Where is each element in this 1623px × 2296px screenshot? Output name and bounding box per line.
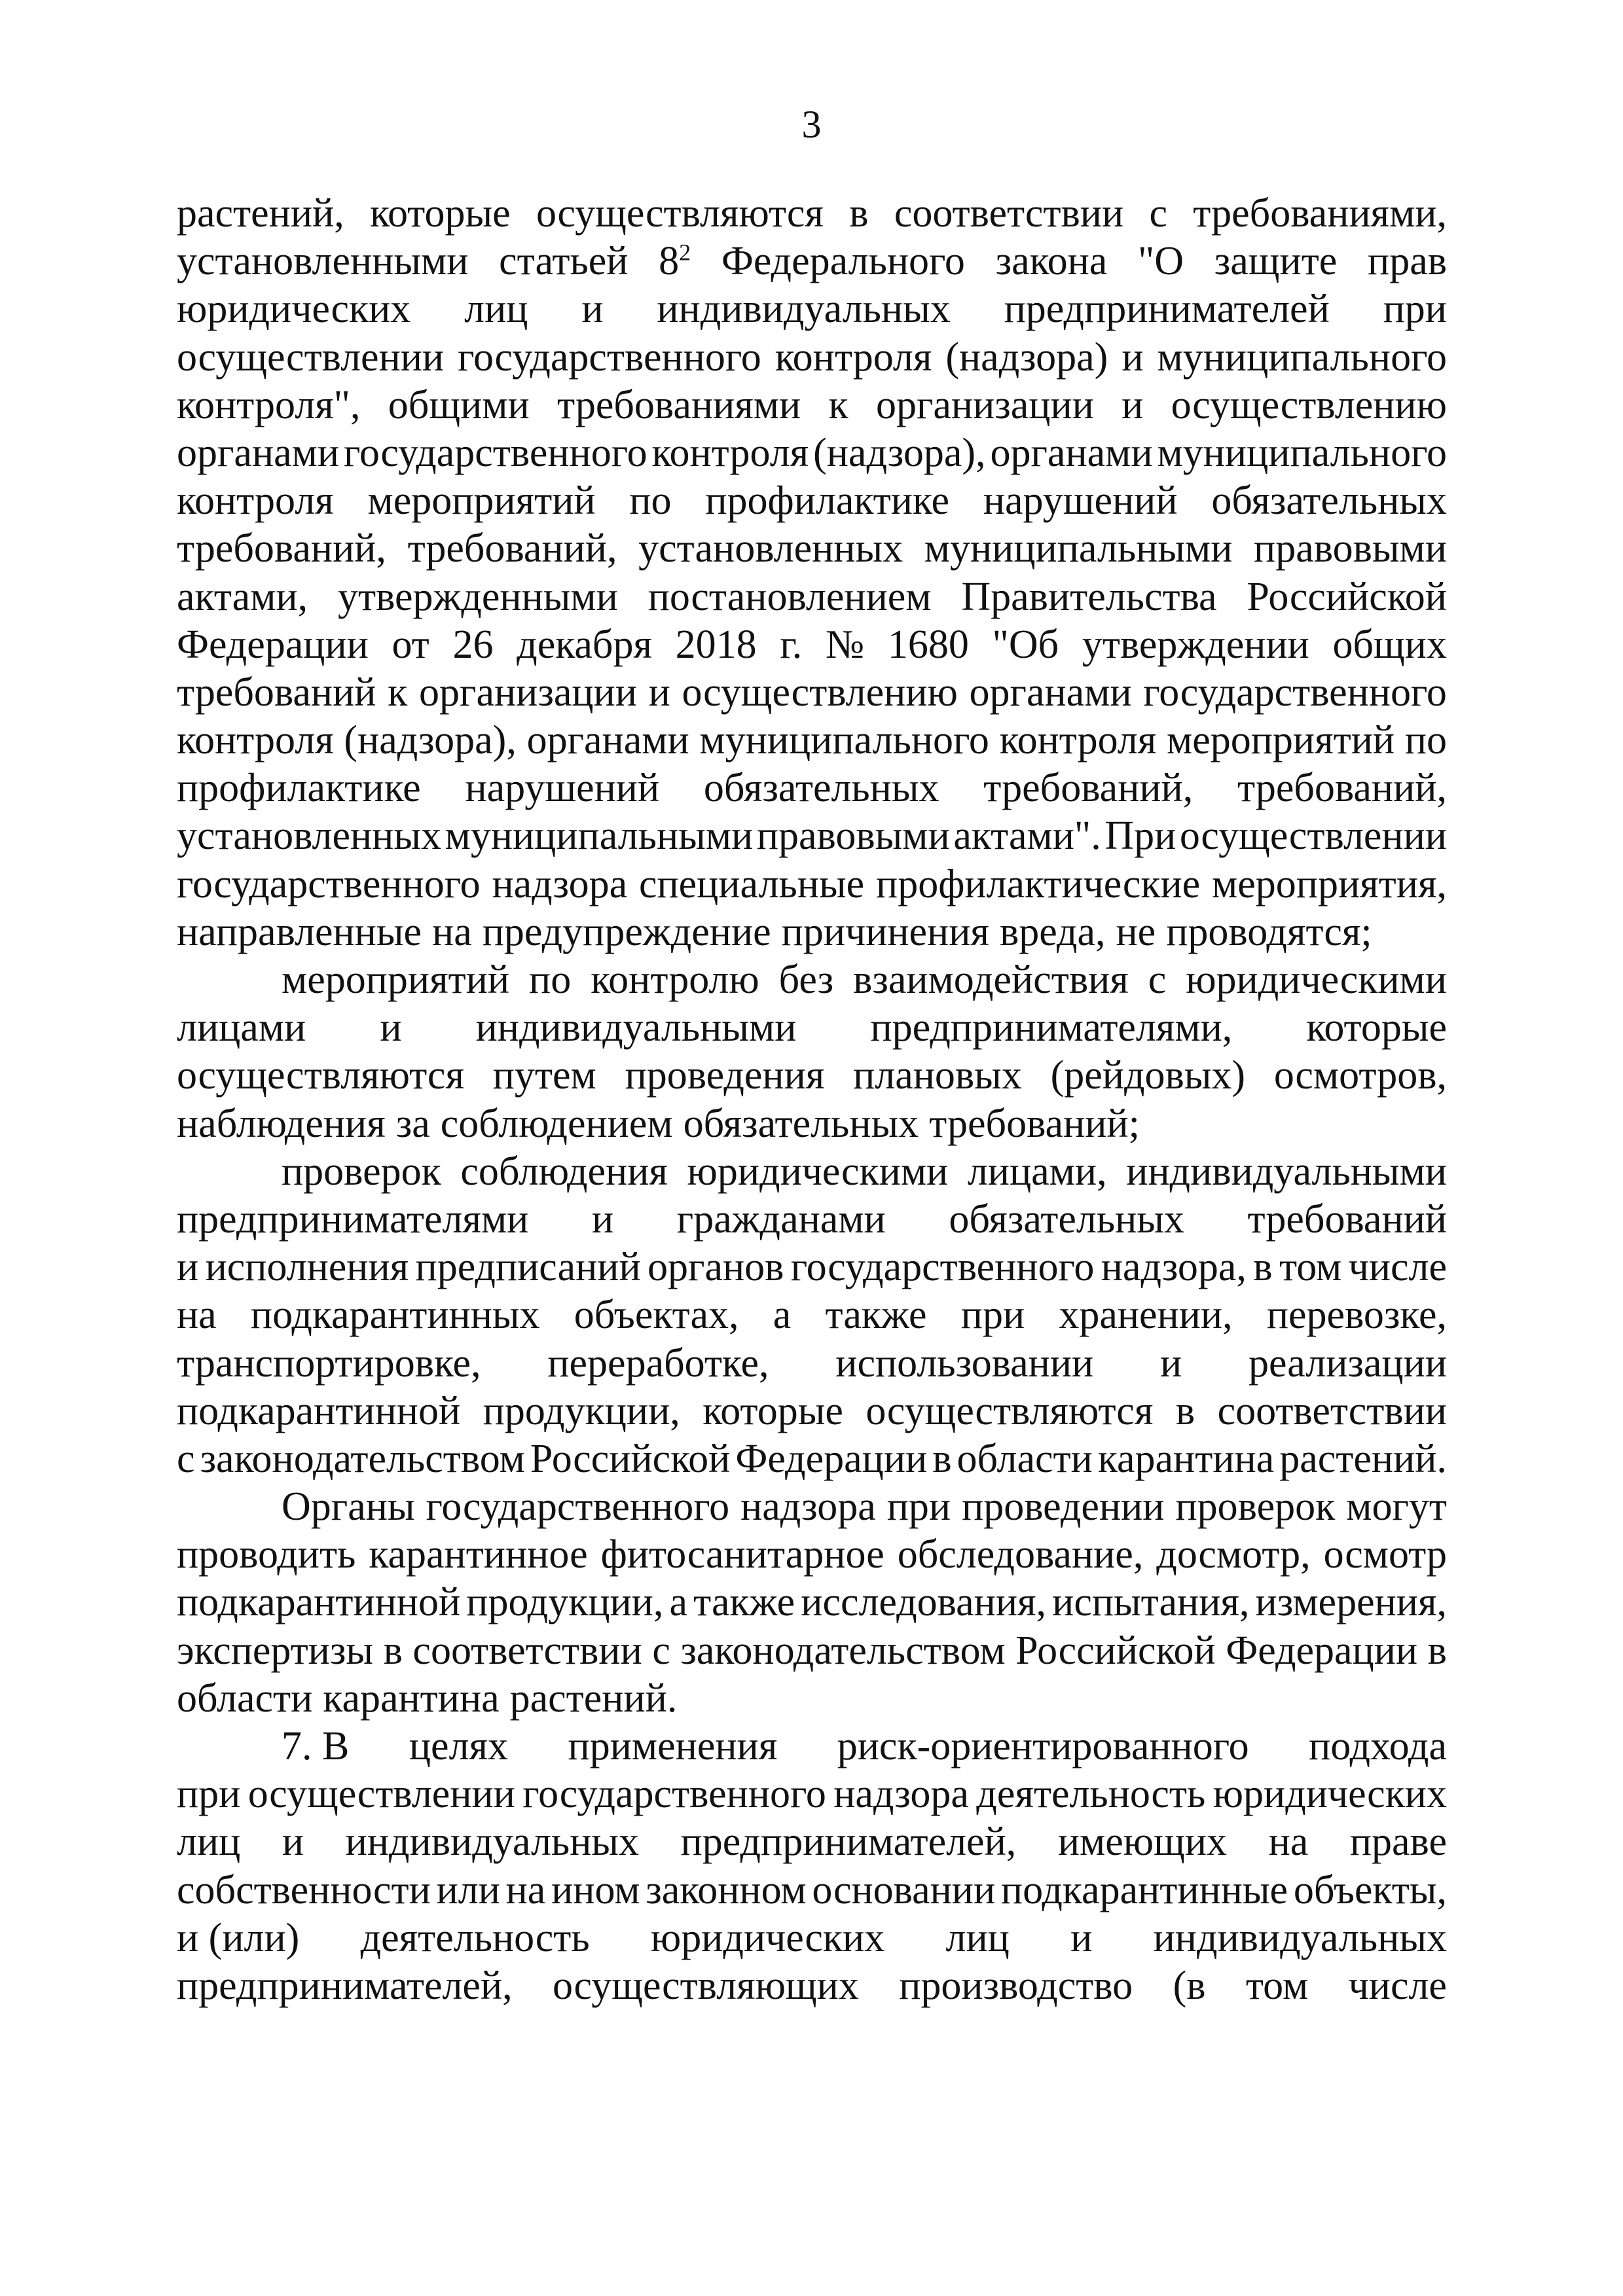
word: юридическими	[687, 1149, 949, 1194]
text-line	[177, 1770, 1447, 1818]
word: которые	[1306, 1005, 1447, 1050]
text-line	[177, 525, 1447, 573]
word: органами	[526, 718, 689, 763]
word: декабря	[517, 622, 652, 667]
word: лицами,	[967, 1149, 1107, 1194]
body-text	[177, 190, 1447, 2010]
word: числе	[1348, 1245, 1447, 1290]
word: индивидуальными	[475, 1005, 797, 1050]
word: $8^2$	[659, 239, 691, 284]
page-number: 3	[801, 103, 822, 146]
word: общих	[1332, 622, 1447, 667]
word: требованиями,	[1193, 191, 1447, 236]
word: и	[380, 1005, 402, 1050]
word: подкарантинной	[177, 1580, 461, 1625]
word: измерения,	[1255, 1580, 1447, 1625]
word: предпринимателей,	[177, 1963, 513, 2008]
word: органами	[990, 430, 1153, 475]
word: обязательных	[949, 1196, 1184, 1242]
word: (рейдовых)	[1050, 1053, 1246, 1098]
word: предписаний	[415, 1245, 641, 1290]
word: юридическими	[1186, 958, 1447, 1002]
word: законодательством	[200, 1436, 525, 1481]
word: обязательных	[683, 1101, 919, 1146]
text-line	[177, 1196, 1447, 1244]
text-line	[177, 1818, 1447, 1866]
word: 26	[452, 622, 494, 667]
word: в	[383, 1628, 403, 1673]
word: растений.	[1279, 1436, 1447, 1481]
word: соответствии	[412, 1628, 642, 1673]
word: в	[849, 191, 869, 236]
word: надзора	[740, 1484, 876, 1530]
word: также	[693, 1580, 795, 1625]
word: предпринимателями,	[870, 1005, 1233, 1050]
word: г.	[780, 622, 803, 667]
word: профилактике	[705, 478, 950, 524]
word: путем	[492, 1053, 596, 1098]
word: Российской	[1247, 574, 1447, 619]
word: объектах,	[574, 1293, 739, 1338]
word: лицами	[177, 1005, 306, 1050]
word: правовыми	[1254, 526, 1447, 571]
word: и	[1122, 382, 1144, 427]
word: государственного	[522, 1772, 826, 1817]
text-line	[177, 477, 1447, 525]
word: контроля	[651, 430, 809, 475]
word: закона	[995, 239, 1108, 284]
text-line	[177, 1867, 1447, 1914]
text-line	[177, 334, 1447, 382]
word: без	[778, 958, 834, 1002]
word: актами,	[177, 574, 308, 619]
word: актами".	[953, 814, 1101, 859]
word: наблюдения	[177, 1101, 386, 1146]
word: установленных	[638, 526, 903, 571]
word: органами	[177, 430, 340, 475]
word: контроля	[177, 478, 334, 524]
word: осуществлении	[247, 1772, 515, 1817]
text-line	[177, 1579, 1447, 1626]
word: осуществляются	[536, 191, 824, 236]
word: проверок	[282, 1149, 441, 1194]
word: с	[177, 1436, 195, 1481]
word: нарушений	[983, 478, 1178, 524]
word: Федерации	[735, 1436, 928, 1481]
word: Российской	[530, 1436, 731, 1481]
word: Федерации	[1226, 1628, 1418, 1673]
word: организации	[875, 382, 1094, 427]
word: постановлением	[647, 574, 932, 619]
word: к	[828, 382, 848, 427]
word: мероприятий	[367, 478, 596, 524]
word: использовании	[835, 1340, 1094, 1386]
word: предпринимателей	[1004, 287, 1330, 332]
text-line	[177, 1052, 1447, 1100]
text-line	[177, 1004, 1447, 1052]
word: которые	[370, 191, 511, 236]
word: числе	[1348, 1963, 1447, 2008]
word: государственного	[458, 334, 761, 380]
text-line	[177, 1914, 1447, 1962]
text-line	[177, 285, 1447, 333]
word: (надзора),	[813, 430, 986, 475]
text-line	[177, 1291, 1447, 1339]
word: проведения	[625, 1053, 825, 1098]
word: исследования,	[801, 1580, 1047, 1625]
word: "Об	[992, 622, 1059, 667]
text-line	[177, 1435, 1447, 1483]
word: при	[1383, 287, 1447, 332]
word: защите	[1214, 239, 1338, 284]
word: по	[629, 478, 672, 524]
word: муниципального	[699, 718, 989, 763]
word: хранении,	[1059, 1293, 1233, 1338]
word: и	[1070, 1915, 1093, 1960]
word: лиц	[464, 287, 528, 332]
word: контроля",	[177, 382, 361, 427]
word: утверждении	[1082, 622, 1309, 667]
word: осмотров,	[1273, 1053, 1447, 1098]
word: осмотр	[1323, 1532, 1447, 1577]
word: требованиями	[557, 382, 801, 427]
word: продукции,	[466, 1580, 664, 1625]
word: осуществлению	[682, 670, 958, 715]
text-line	[177, 908, 1447, 956]
word: осуществлении	[177, 334, 445, 380]
word: на	[1268, 1820, 1309, 1865]
word: профилактике	[177, 766, 421, 811]
word: могут	[1346, 1484, 1447, 1530]
word: и	[282, 1820, 304, 1865]
word: в	[932, 1436, 952, 1481]
word: подкарантинные	[1000, 1867, 1288, 1912]
word: осуществляющих	[553, 1963, 859, 2008]
word: а	[773, 1293, 792, 1338]
word: 7. В	[282, 1724, 350, 1768]
word: государственного	[1143, 670, 1447, 715]
word: подхода	[1309, 1724, 1447, 1768]
word: Федерации	[177, 622, 369, 667]
word: и	[177, 1245, 199, 1290]
word: том	[1279, 1245, 1342, 1290]
word: обязательных	[703, 766, 939, 811]
word: на	[505, 1867, 546, 1912]
word: муниципальными	[924, 526, 1233, 571]
text-line	[177, 1962, 1447, 2010]
text-line	[177, 1148, 1447, 1196]
word: надзора	[833, 1772, 969, 1817]
word: на	[177, 1293, 217, 1338]
word: применения	[568, 1724, 778, 1768]
word: проверок	[1175, 1484, 1336, 1530]
word: при	[960, 1293, 1025, 1338]
word: карантина	[323, 1676, 500, 1721]
word: индивидуальных	[657, 287, 951, 332]
word: (надзора)	[945, 334, 1108, 380]
text-line	[177, 1723, 1447, 1770]
word: праве	[1349, 1820, 1447, 1865]
word: предпринимателей,	[680, 1820, 1017, 1865]
word: осуществлению	[1171, 382, 1447, 427]
word: растений,	[177, 191, 344, 236]
word: осуществляются	[177, 1053, 464, 1098]
word: и	[591, 1196, 614, 1242]
word: экспертизы	[177, 1628, 374, 1673]
word: при	[177, 1772, 241, 1817]
word: прав	[1368, 239, 1447, 284]
word: направленные	[177, 909, 422, 954]
word: юридических	[177, 287, 411, 332]
word: муниципального	[1157, 430, 1447, 475]
word: муниципальными	[445, 814, 754, 859]
word: профилактические	[876, 861, 1201, 906]
word: предпринимателями	[177, 1196, 529, 1242]
word: требований,	[983, 766, 1194, 811]
word: надзора	[492, 861, 628, 906]
word: индивидуальных	[1153, 1915, 1447, 1960]
text-line	[177, 1531, 1447, 1579]
word: №	[825, 622, 865, 667]
word: Российской	[1015, 1628, 1216, 1673]
word: Органы	[282, 1484, 415, 1530]
word: карантинное	[369, 1532, 588, 1577]
word: Правительства	[961, 574, 1217, 619]
word: государственного	[177, 861, 481, 906]
word: растений.	[509, 1676, 678, 1721]
word: проводятся;	[1166, 909, 1372, 954]
word: 2018	[675, 622, 757, 667]
word: в	[1427, 1628, 1447, 1673]
word: а	[669, 1580, 688, 1625]
word: соответствии	[1217, 1388, 1447, 1433]
word: проведении	[962, 1484, 1165, 1530]
word: карантина	[1097, 1436, 1275, 1481]
word: органами	[969, 670, 1132, 715]
word: индивидуальных	[345, 1820, 640, 1865]
text-line	[177, 1675, 1447, 1723]
word: реализации	[1248, 1340, 1447, 1386]
text-line	[177, 764, 1447, 812]
word: (в	[1173, 1963, 1206, 2008]
word: (надзора),	[344, 718, 517, 763]
text-line	[177, 669, 1447, 717]
word: мероприятия,	[1212, 861, 1447, 906]
word: переработке,	[547, 1340, 769, 1386]
word: фитосанитарное	[600, 1532, 884, 1577]
word: мероприятий	[282, 958, 510, 1002]
text-line	[177, 621, 1447, 669]
word: на	[432, 909, 472, 954]
word: также	[825, 1293, 927, 1338]
text-line	[177, 238, 1447, 285]
word: контроля	[999, 718, 1157, 763]
word: предупреждение	[482, 909, 771, 954]
word: том	[1245, 1963, 1309, 2008]
word: надзора,	[1101, 1245, 1247, 1290]
text-line	[177, 382, 1447, 429]
word: к	[388, 670, 408, 715]
word: не	[1116, 909, 1156, 954]
word: юридических	[1213, 1772, 1447, 1817]
superscript: 2	[679, 239, 691, 266]
text-line	[177, 1483, 1447, 1531]
text-line	[177, 573, 1447, 621]
word: объекты,	[1293, 1867, 1447, 1912]
word: ином	[551, 1867, 640, 1912]
word: осуществлении	[1179, 814, 1447, 859]
word: транспортировке,	[177, 1340, 481, 1386]
word: и	[648, 670, 670, 715]
word: соблюдения	[460, 1149, 668, 1194]
text-line	[177, 1244, 1447, 1291]
word: и	[1122, 334, 1144, 380]
word: законном	[646, 1867, 807, 1912]
word: целях	[409, 1724, 509, 1768]
word: требований	[1247, 1196, 1447, 1242]
word: собственности	[177, 1867, 431, 1912]
text-line	[177, 1340, 1447, 1388]
word: гражданами	[676, 1196, 886, 1242]
word: мероприятий	[1166, 718, 1395, 763]
word: установленными	[177, 239, 469, 284]
word: соответствии	[894, 191, 1124, 236]
word: досмотр,	[1156, 1532, 1311, 1577]
word: государственного	[426, 1484, 730, 1530]
word: установленных	[177, 814, 441, 859]
text-line	[177, 429, 1447, 477]
word: продукции,	[483, 1388, 680, 1433]
word: требований,	[177, 526, 386, 571]
word: причинения	[781, 909, 989, 954]
word: 1680	[887, 622, 969, 667]
word: лиц	[945, 1915, 1010, 1960]
word: перевозке,	[1266, 1293, 1447, 1338]
word: статьей	[499, 239, 629, 284]
word: по	[1404, 718, 1447, 763]
word: за	[395, 1101, 430, 1146]
word: контроля	[775, 334, 932, 380]
word: взаимодействия	[853, 958, 1129, 1002]
word: осуществляются	[866, 1388, 1154, 1433]
word: подкарантинной	[177, 1388, 461, 1433]
word: в	[1175, 1388, 1195, 1433]
word: области	[177, 1676, 313, 1721]
word: контроля	[177, 718, 334, 763]
text-line	[177, 812, 1447, 860]
word: и (или)	[177, 1915, 300, 1960]
word: общими	[388, 382, 530, 427]
word: законодательством	[680, 1628, 1006, 1673]
word: основании	[812, 1867, 996, 1912]
word: требований,	[1237, 766, 1447, 811]
word: проводить	[177, 1532, 356, 1577]
word: области	[957, 1436, 1093, 1481]
word: с	[652, 1628, 670, 1673]
text-line	[177, 956, 1447, 1004]
word: обследование,	[897, 1532, 1144, 1577]
word: органов	[647, 1245, 784, 1290]
word: контролю	[591, 958, 759, 1002]
word: При	[1104, 814, 1176, 859]
text-line	[177, 1388, 1447, 1435]
word: лиц	[177, 1820, 241, 1865]
word: требований,	[407, 526, 617, 571]
word: государственного	[344, 430, 647, 475]
word: организации	[419, 670, 637, 715]
word: правовыми	[756, 814, 950, 859]
text-line	[177, 1100, 1447, 1148]
text-line	[177, 190, 1447, 238]
word: при	[886, 1484, 951, 1530]
word: имеющих	[1057, 1820, 1227, 1865]
word: производство	[899, 1963, 1133, 2008]
text-line	[177, 717, 1447, 764]
word: Федерального	[721, 239, 965, 284]
word: плановых	[853, 1053, 1022, 1098]
word: с	[1148, 958, 1167, 1002]
word: и	[581, 287, 604, 332]
word: которые	[702, 1388, 843, 1433]
word: риск-ориентированного	[837, 1724, 1249, 1768]
word: от	[392, 622, 429, 667]
word: деятельность	[360, 1915, 590, 1960]
word: муниципального	[1157, 334, 1447, 380]
word: в	[1253, 1245, 1273, 1290]
word: исполнения	[205, 1245, 409, 1290]
word: государственного	[790, 1245, 1095, 1290]
word: утвержденными	[337, 574, 618, 619]
word: испытания,	[1052, 1580, 1250, 1625]
word: требований;	[929, 1101, 1140, 1146]
text-line	[177, 861, 1447, 908]
word: по	[529, 958, 572, 1002]
word: подкарантинных	[250, 1293, 540, 1338]
text-line	[177, 1627, 1447, 1675]
word: с	[1149, 191, 1167, 236]
word: нарушений	[465, 766, 660, 811]
word: специальные	[638, 861, 865, 906]
word: вреда,	[999, 909, 1106, 954]
word: или	[436, 1867, 500, 1912]
word: юридических	[650, 1915, 885, 1960]
word: деятельность	[976, 1772, 1206, 1817]
word: требований	[177, 670, 376, 715]
word: "О	[1138, 239, 1184, 284]
word: и	[1160, 1340, 1182, 1386]
word: индивидуальными	[1126, 1149, 1447, 1194]
word: обязательных	[1211, 478, 1447, 524]
word: соблюдением	[440, 1101, 673, 1146]
